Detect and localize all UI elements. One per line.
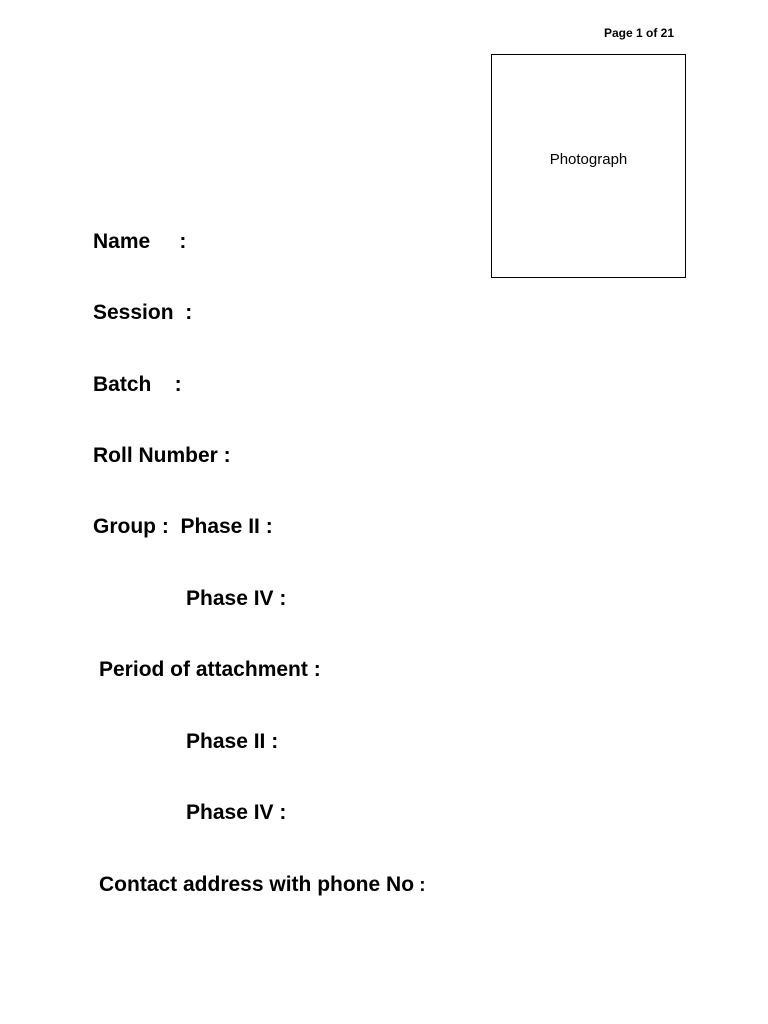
period-phase-ii-label: Phase II :	[186, 730, 279, 753]
batch-label: Batch :	[93, 373, 182, 396]
roll-number-label: Roll Number :	[93, 444, 231, 467]
session-label: Session :	[93, 301, 193, 324]
period-of-attachment-label: Period of attachment :	[99, 658, 321, 681]
contact-address-text: Contact address with phone No	[99, 873, 415, 896]
contact-address-label	[99, 874, 426, 895]
group-phase-ii-label: Group : Phase II :	[93, 515, 273, 538]
photograph-label: Photograph	[549, 151, 628, 168]
name-label: Name :	[93, 230, 187, 253]
contact-address-colon: :	[414, 875, 426, 896]
page-number: Page 1 of 21	[604, 26, 675, 40]
photograph-box	[491, 54, 686, 278]
group-phase-iv-label: Phase IV :	[186, 587, 287, 610]
period-phase-iv-label: Phase IV :	[186, 801, 287, 824]
